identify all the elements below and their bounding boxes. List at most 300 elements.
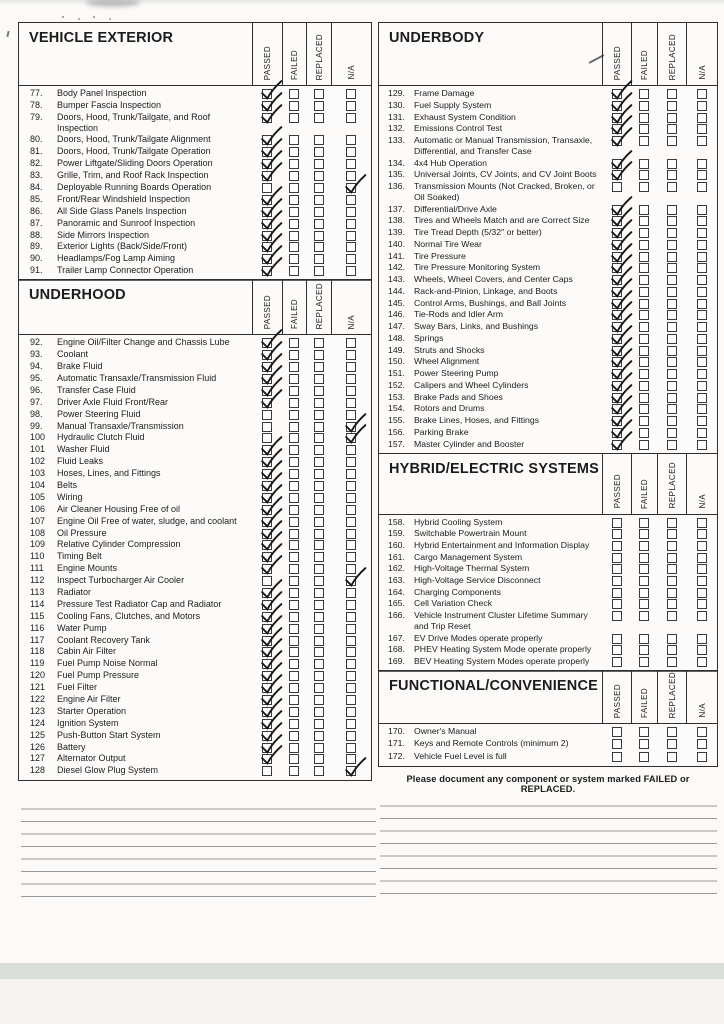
check-mark: [343, 567, 368, 588]
item-label: Panoramic and Sunroof Inspection: [57, 217, 196, 228]
item-label: Bumper Fascia Inspection: [57, 99, 162, 110]
item-label: Coolant Recovery Tank: [57, 634, 150, 645]
checkbox-square: [697, 440, 707, 450]
item-label: Automatic or Manual Transmission, Transaxle, Differential, and Transfer Case: [414, 135, 593, 157]
result-checkboxes: [602, 610, 717, 621]
checkbox-square: [697, 136, 707, 146]
checkbox-square: [346, 338, 356, 348]
checkbox-square: [697, 657, 707, 667]
checkbox-square: [289, 410, 299, 420]
checkbox-square: [314, 433, 324, 443]
checkbox-square: [289, 540, 299, 550]
checklist-item: [19, 409, 371, 421]
item-label: Fluid Leaks: [57, 456, 104, 467]
checkbox-square: [346, 743, 356, 753]
checkbox-square: [346, 398, 356, 408]
checkbox-na: [686, 368, 717, 379]
item-label: Normal Tire Wear: [414, 238, 482, 249]
checkbox-replaced: [657, 610, 686, 621]
checkbox-na: [331, 456, 371, 467]
checkbox-square: [697, 518, 707, 528]
checkbox-failed: [631, 158, 657, 169]
checkbox-square: [314, 517, 324, 527]
result-checkboxes: [602, 439, 717, 450]
section-underhood: [18, 279, 372, 781]
checkbox-failed: [282, 646, 306, 657]
checkbox-square: [289, 505, 299, 515]
checklist-item: [379, 227, 717, 239]
checkbox-na: [686, 345, 717, 356]
item-label: All Side Glass Panels Inspection: [57, 205, 187, 216]
checkbox-square: [612, 518, 622, 528]
item-label: Tire Tread Depth (5/32" or better): [414, 227, 542, 238]
item-number: 114: [30, 598, 45, 609]
checkbox-failed: [282, 265, 306, 276]
checkbox-na: [331, 361, 371, 372]
checkbox-square: [346, 231, 356, 241]
checkbox-square: [697, 287, 707, 297]
checkbox-square: [697, 113, 707, 123]
checkbox-square: [639, 182, 649, 192]
checkbox-failed: [282, 635, 306, 646]
item-label: Hydraulic Clutch Fluid: [57, 432, 145, 443]
checkbox-square: [697, 263, 707, 273]
item-label: Deployable Running Boards Operation: [57, 181, 212, 192]
checkbox-failed: [631, 135, 657, 146]
column-header-failed: FAILED: [631, 454, 657, 514]
checkbox-square: [667, 416, 677, 426]
result-checkboxes: [602, 135, 717, 146]
checklist-item: [379, 239, 717, 251]
item-label: Timing Belt: [57, 551, 102, 562]
result-checkboxes: [252, 397, 371, 408]
item-number: 137.: [388, 203, 405, 214]
checkbox-na: [331, 397, 371, 408]
item-number: 86.: [30, 205, 43, 216]
checkbox-na: [331, 611, 371, 622]
checkbox-square: [314, 766, 324, 776]
column-header-na: N/A: [686, 454, 717, 514]
check-mark: [343, 757, 368, 778]
checkbox-failed: [282, 575, 306, 586]
checkbox-na: [331, 265, 371, 276]
checkbox-na: [331, 539, 371, 550]
checkbox-replaced: [306, 587, 331, 598]
checkbox-replaced: [657, 517, 686, 528]
checkbox-square: [289, 671, 299, 681]
checkbox-na: [331, 599, 371, 610]
checkbox-failed: [282, 230, 306, 241]
check-mark: [343, 174, 368, 195]
checkbox-square: [314, 386, 324, 396]
item-number: 117: [30, 634, 45, 645]
checkbox-failed: [631, 215, 657, 226]
checkbox-replaced: [657, 598, 686, 609]
result-checkboxes: [602, 552, 717, 563]
checkbox-failed: [631, 227, 657, 238]
checkbox-square: [639, 645, 649, 655]
checkbox-square: [289, 231, 299, 241]
checkbox-square: [667, 553, 677, 563]
checkbox-replaced: [306, 409, 331, 420]
checkbox-square: [697, 228, 707, 238]
item-number: 127: [30, 753, 46, 764]
checkbox-na: [331, 623, 371, 634]
checklist-item: [19, 421, 371, 433]
checklist-item: [379, 123, 717, 135]
result-checkboxes: [602, 563, 717, 574]
checkbox-na: [331, 516, 371, 527]
checklist-items: [379, 86, 717, 453]
checkbox-square: [667, 599, 677, 609]
item-label: Differential/Drive Axle: [414, 203, 497, 214]
check-mark: [259, 257, 284, 278]
checkbox-na: [686, 204, 717, 215]
result-column-headers: [602, 454, 717, 514]
checkbox-na: [331, 218, 371, 229]
checkbox-failed: [631, 439, 657, 450]
checkbox-square: [697, 205, 707, 215]
item-label: Tie-Rods and Idler Arm: [414, 309, 503, 320]
checkbox-square: [289, 636, 299, 646]
item-label: Hybrid Entertainment and Information Display: [414, 540, 590, 551]
checkbox-replaced: [657, 644, 686, 655]
checkbox-square: [697, 541, 707, 551]
checkbox-square: [289, 254, 299, 264]
item-label: Diesel Glow Plug System: [57, 765, 159, 776]
result-checkboxes: [602, 181, 717, 192]
checkbox-passed: [252, 753, 282, 764]
checkbox-square: [697, 240, 707, 250]
item-label: Push-Button Start System: [57, 729, 161, 740]
item-label: Pressure Test Radiator Cap and Radiator: [57, 598, 222, 609]
item-label: Engine Mounts: [57, 563, 118, 574]
result-checkboxes: [602, 633, 717, 644]
checkbox-failed: [631, 333, 657, 344]
item-number: 118: [30, 646, 45, 657]
checkbox-square: [667, 205, 677, 215]
item-label: Battery: [57, 741, 86, 752]
checkbox-square: [667, 346, 677, 356]
checkbox-na: [686, 415, 717, 426]
checkbox-square: [697, 576, 707, 586]
checkbox-square: [612, 634, 622, 644]
item-label: Control Arms, Bushings, and Ball Joints: [414, 297, 567, 308]
checkbox-failed: [631, 123, 657, 134]
item-number: 96.: [30, 384, 43, 395]
checklist-item: [19, 623, 371, 635]
checklist-item: [19, 253, 371, 265]
item-number: 143.: [388, 274, 405, 285]
item-label: Engine Oil/Filter Change and Chassis Lube: [57, 337, 230, 348]
writing-lines-left: [21, 797, 376, 898]
checkbox-square: [289, 766, 299, 776]
checkbox-failed: [631, 656, 657, 667]
checklist-item: [19, 551, 371, 563]
checkbox-square: [346, 89, 356, 99]
checkbox-square: [346, 266, 356, 276]
checkbox-na: [331, 492, 371, 503]
section-hybrid-electric-systems: [378, 453, 718, 672]
item-number: 164.: [388, 586, 405, 597]
checklist-item: [19, 635, 371, 647]
checklist-item: [379, 656, 717, 668]
item-number: 149.: [388, 344, 405, 355]
item-number: 134.: [388, 157, 405, 168]
checkbox-square: [639, 440, 649, 450]
result-column-headers: [602, 23, 717, 85]
item-number: 133.: [388, 135, 405, 145]
checkbox-na: [686, 587, 717, 598]
checkbox-failed: [282, 112, 306, 123]
checkbox-square: [667, 228, 677, 238]
checkbox-square: [697, 357, 707, 367]
checklist-item: [379, 368, 717, 380]
checkbox-square: [697, 611, 707, 621]
item-label: Parking Brake: [414, 426, 469, 437]
checkbox-square: [639, 334, 649, 344]
checkbox-na: [331, 658, 371, 669]
checkbox-square: [314, 576, 324, 586]
checkbox-replaced: [657, 540, 686, 551]
checkbox-square: [667, 529, 677, 539]
checkbox-replaced: [306, 194, 331, 205]
item-label: Tires and Wheels Match and are Correct Size: [414, 215, 590, 226]
checkbox-replaced: [657, 298, 686, 309]
checkbox-failed: [631, 88, 657, 99]
item-label: Inspect Turbocharger Air Cooler: [57, 575, 185, 586]
checklist-item: [379, 540, 717, 552]
checkbox-failed: [631, 528, 657, 539]
item-number: 141.: [388, 250, 405, 261]
checkbox-square: [314, 659, 324, 669]
item-number: 148.: [388, 332, 405, 343]
checkbox-na: [686, 169, 717, 180]
item-label: Radiator: [57, 586, 92, 597]
checkbox-replaced: [657, 563, 686, 574]
checkbox-square: [346, 135, 356, 145]
check-mark: [609, 431, 634, 452]
column-header-passed: PASSED: [252, 280, 282, 334]
checkbox-square: [639, 529, 649, 539]
checkbox-replaced: [306, 623, 331, 634]
checkbox-na: [686, 251, 717, 262]
checkbox-replaced: [657, 135, 686, 146]
column-header-failed: FAILED: [631, 23, 657, 85]
checkbox-na: [331, 587, 371, 598]
checkbox-square: [639, 576, 649, 586]
checkbox-failed: [631, 112, 657, 123]
checkbox-na: [686, 88, 717, 99]
checkbox-square: [639, 101, 649, 111]
checkbox-square: [697, 170, 707, 180]
checkbox-square: [697, 101, 707, 111]
checkbox-na: [686, 262, 717, 273]
checklist-items: [19, 335, 371, 780]
checklist-item: [19, 611, 371, 623]
checkbox-square: [697, 727, 707, 737]
checkbox-na: [331, 337, 371, 348]
item-number: 161.: [388, 551, 405, 562]
checkbox-square: [314, 719, 324, 729]
result-column-headers: [252, 23, 371, 85]
checkbox-replaced: [657, 100, 686, 111]
checkbox-replaced: [657, 286, 686, 297]
checkbox-na: [331, 646, 371, 657]
checkbox-na: [331, 765, 371, 776]
item-label: Body Panel Inspection: [57, 88, 147, 98]
item-number: 166.: [388, 610, 405, 621]
check-mark: [609, 161, 634, 182]
checkbox-square: [612, 752, 622, 762]
checkbox-failed: [282, 658, 306, 669]
checkbox-failed: [631, 380, 657, 391]
checkbox-square: [667, 322, 677, 332]
checklist-item: [19, 730, 371, 742]
item-number: 163.: [388, 575, 405, 586]
column-header-replaced: REPLACED: [306, 280, 331, 334]
checklist-item: [379, 552, 717, 564]
item-number: 150.: [388, 356, 405, 367]
item-label: Tire Pressure Monitoring System: [414, 262, 541, 273]
item-number: 100: [30, 432, 46, 443]
checkbox-square: [289, 517, 299, 527]
checkbox-square: [639, 541, 649, 551]
checkbox-square: [289, 147, 299, 157]
checkbox-square: [289, 350, 299, 360]
margin-pen-mark: [6, 31, 9, 37]
item-number: 122: [30, 693, 46, 704]
result-checkboxes: [252, 112, 371, 123]
checkbox-na: [331, 100, 371, 111]
item-number: 157.: [388, 438, 405, 449]
checkbox-failed: [631, 321, 657, 332]
checkbox-passed: [602, 528, 631, 539]
item-number: 130.: [388, 99, 405, 110]
checkbox-na: [331, 88, 371, 99]
checkbox-passed: [252, 112, 282, 123]
result-checkboxes: [602, 540, 717, 551]
checklist-item: [19, 765, 371, 777]
checkbox-na: [331, 385, 371, 396]
checkbox-na: [331, 230, 371, 241]
checklist-item: [19, 492, 371, 504]
checkbox-square: [289, 481, 299, 491]
checkbox-replaced: [657, 239, 686, 250]
checkbox-replaced: [657, 439, 686, 450]
result-checkboxes: [602, 738, 717, 749]
item-number: 101: [30, 444, 46, 455]
checkbox-na: [331, 551, 371, 562]
checkbox-failed: [282, 492, 306, 503]
check-mark: [259, 555, 284, 576]
checkbox-replaced: [306, 480, 331, 491]
item-number: 88.: [30, 229, 43, 240]
checkbox-square: [639, 346, 649, 356]
checkbox-failed: [282, 611, 306, 622]
checklist-item: [379, 633, 717, 645]
checkbox-na: [686, 309, 717, 320]
checkbox-square: [346, 481, 356, 491]
checkbox-square: [697, 299, 707, 309]
checklist-item: [19, 432, 371, 444]
checkbox-square: [639, 404, 649, 414]
checkbox-replaced: [306, 730, 331, 741]
checkbox-replaced: [306, 241, 331, 252]
section-header: [379, 23, 717, 86]
checkbox-replaced: [306, 230, 331, 241]
checkbox-na: [686, 227, 717, 238]
checkbox-failed: [631, 345, 657, 356]
checkbox-square: [667, 634, 677, 644]
checkbox-square: [639, 136, 649, 146]
checkbox-replaced: [306, 765, 331, 776]
checkbox-square: [639, 252, 649, 262]
checkbox-replaced: [657, 403, 686, 414]
checklist-item: [19, 146, 371, 158]
checklist-item: [19, 100, 371, 112]
item-number: 106: [30, 503, 46, 514]
checkbox-square: [667, 287, 677, 297]
checkbox-square: [612, 645, 622, 655]
checkbox-na: [686, 598, 717, 609]
checkbox-square: [314, 624, 324, 634]
item-number: 93.: [30, 349, 43, 360]
checkbox-square: [639, 416, 649, 426]
checkbox-failed: [282, 516, 306, 527]
checkbox-square: [639, 727, 649, 737]
item-label: Ignition System: [57, 717, 119, 728]
item-number: 111: [30, 563, 44, 574]
checkbox-square: [697, 404, 707, 414]
checkbox-replaced: [657, 356, 686, 367]
checkbox-square: [667, 89, 677, 99]
checkbox-failed: [631, 100, 657, 111]
item-label: Keys and Remote Controls (minimum 2): [414, 738, 569, 749]
column-header-failed: FAILED: [282, 23, 306, 85]
checklist-item: [19, 646, 371, 658]
checklist-item: [19, 206, 371, 218]
checkbox-replaced: [306, 337, 331, 348]
checkbox-square: [346, 493, 356, 503]
checkbox-na: [331, 575, 371, 586]
item-number: 82.: [30, 158, 43, 169]
item-label: Exhaust System Condition: [414, 111, 516, 122]
item-number: 132.: [388, 123, 405, 134]
item-number: 159.: [388, 528, 405, 539]
result-checkboxes: [602, 575, 717, 586]
checklist-item: [19, 718, 371, 730]
checkbox-square: [346, 671, 356, 681]
item-label: Transfer Case Fluid: [57, 384, 136, 395]
check-mark: [259, 389, 284, 410]
checklist-item: [19, 480, 371, 492]
section-title: UNDERHOOD: [29, 287, 126, 304]
item-number: 171.: [388, 738, 405, 749]
checkbox-failed: [282, 397, 306, 408]
checkbox-na: [686, 427, 717, 438]
checkbox-square: [314, 159, 324, 169]
checkbox-square: [639, 634, 649, 644]
checkbox-na: [331, 694, 371, 705]
checkbox-failed: [282, 194, 306, 205]
item-number: 77.: [30, 88, 43, 98]
checkbox-na: [331, 158, 371, 169]
column-header-na: N/A: [331, 23, 371, 85]
checkbox-replaced: [306, 349, 331, 360]
checkbox-failed: [282, 694, 306, 705]
checkbox-square: [289, 695, 299, 705]
